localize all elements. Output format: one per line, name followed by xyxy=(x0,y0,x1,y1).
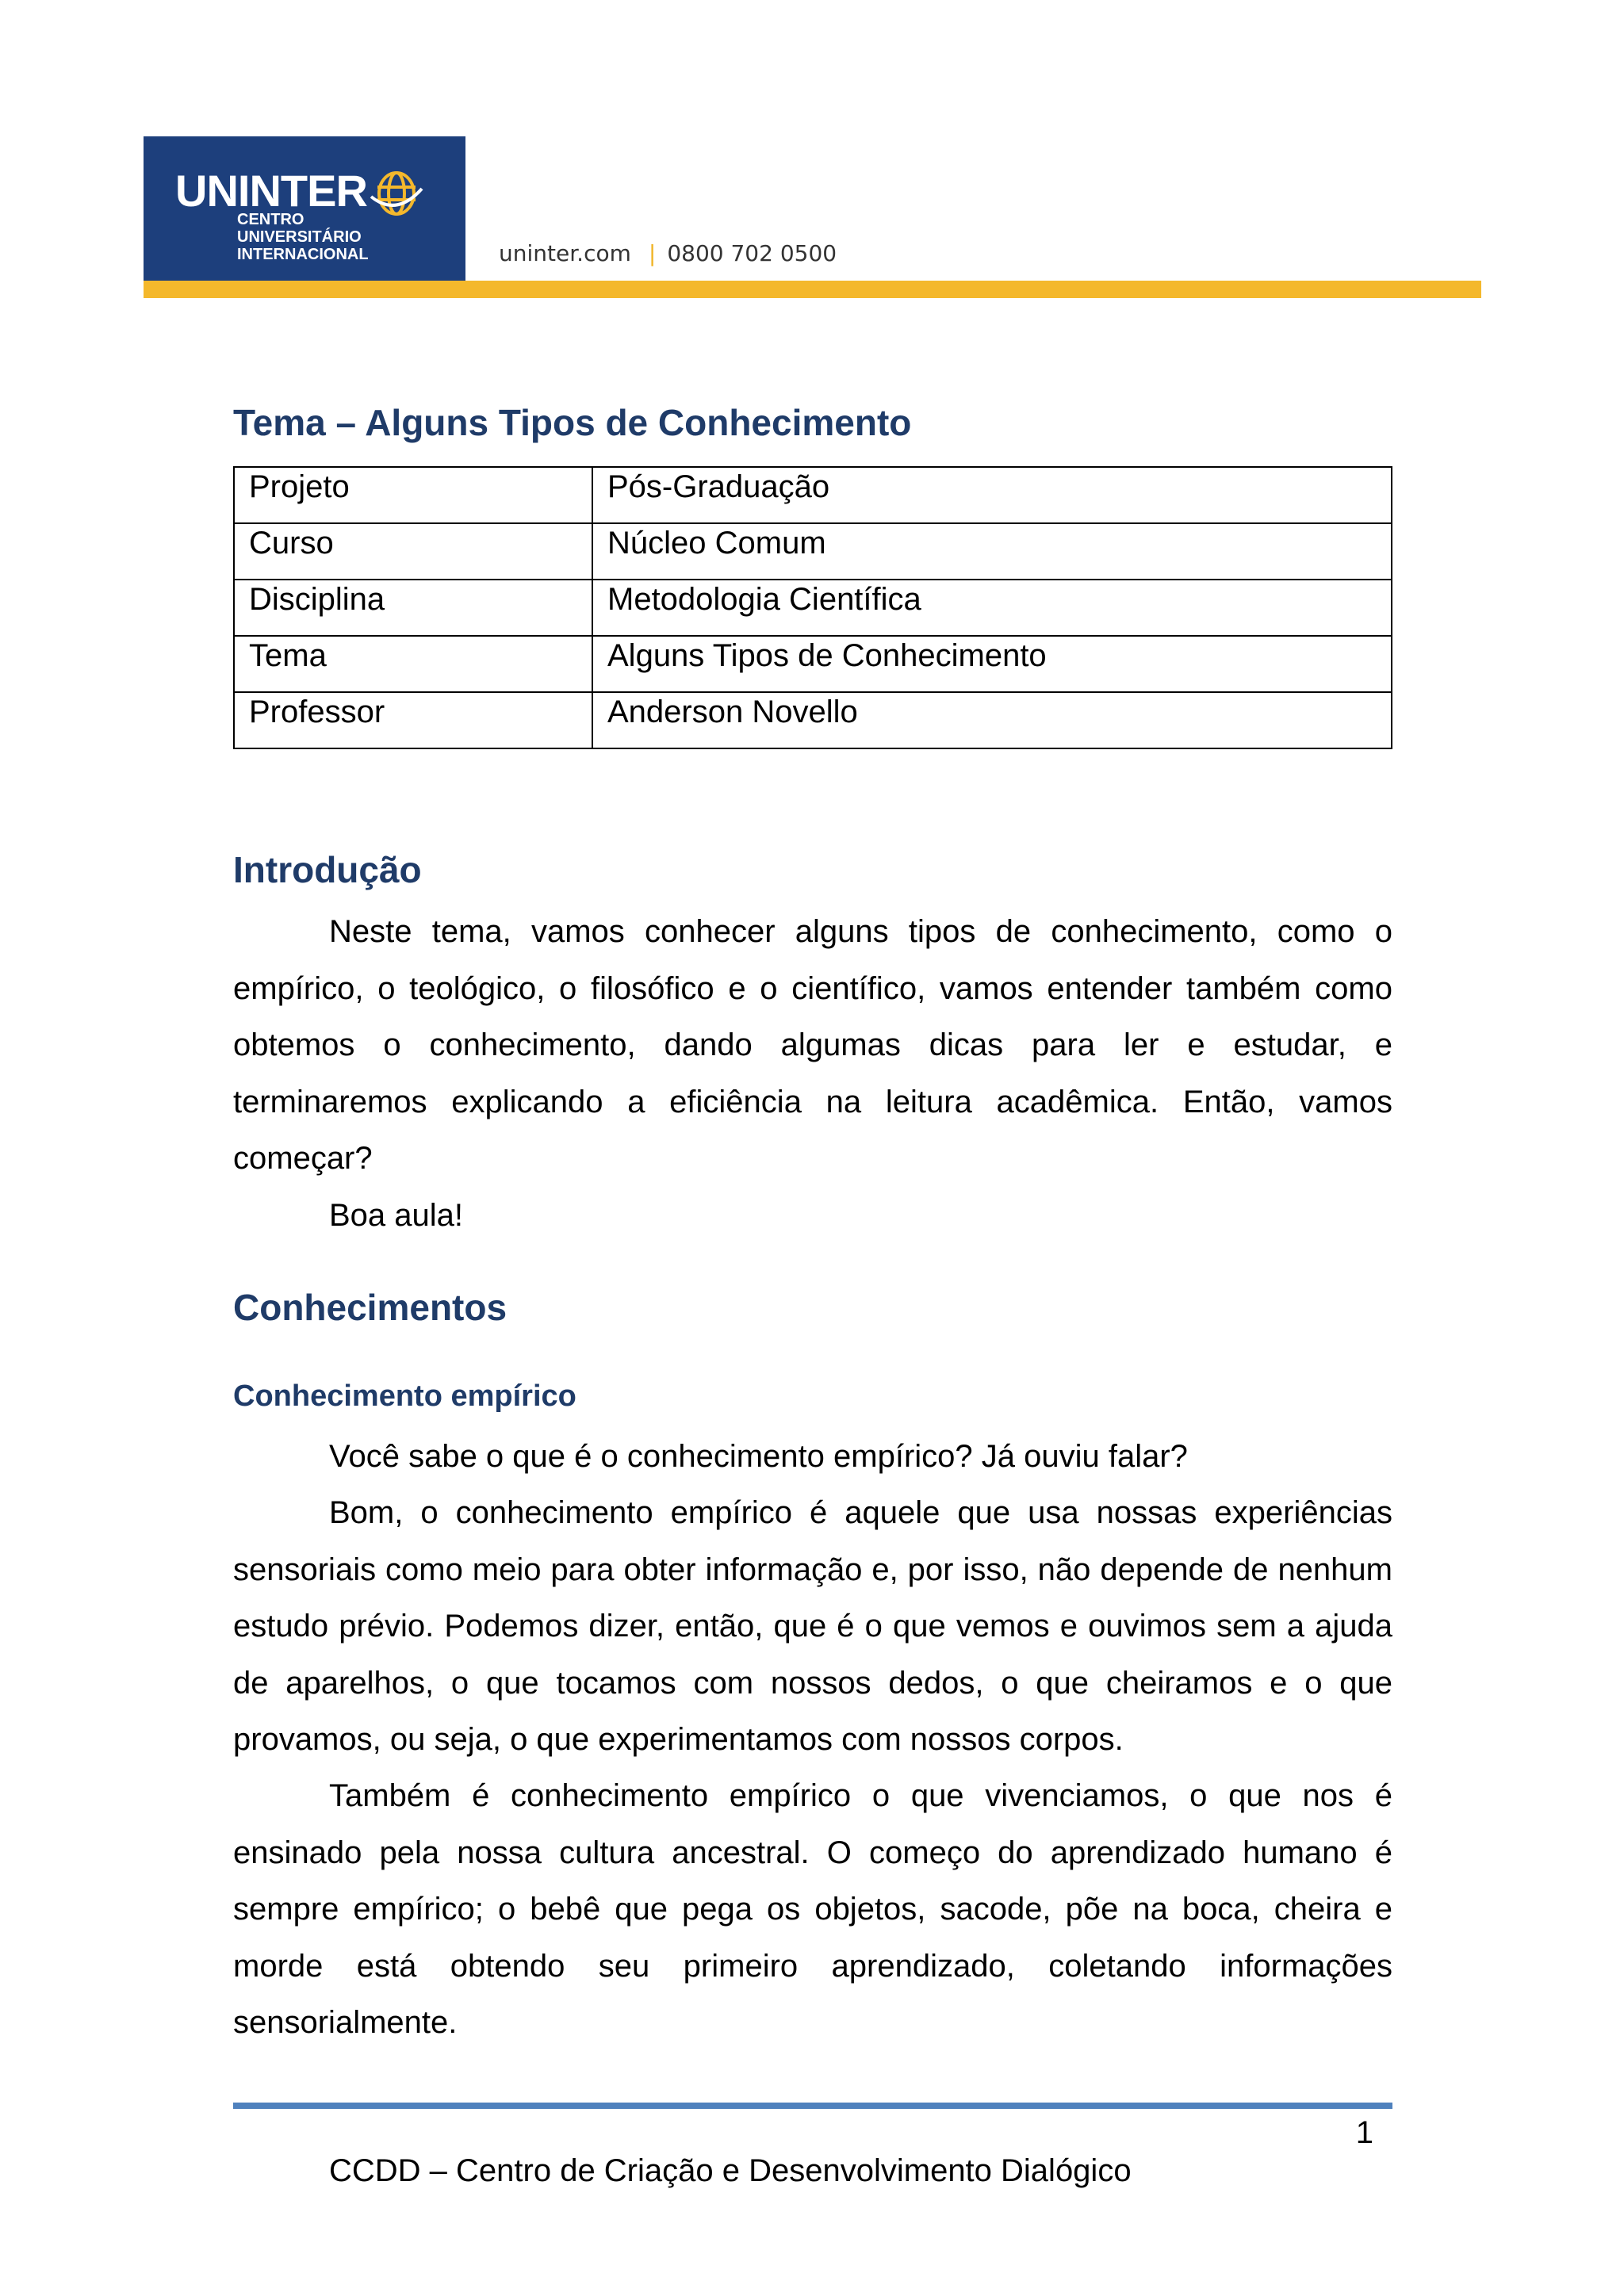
table-label: Tema xyxy=(234,636,592,692)
table-value: Alguns Tipos de Conhecimento xyxy=(592,636,1392,692)
table-row xyxy=(234,636,1392,692)
body-paragraph: Bom, o conhecimento empírico é aquele que usa nossas experiências sensoriais como meio para obter informação e, por isso, não depende de nenhum estudo prévio. Podemos dizer, então, que é o que vemos e ouvimos sem a ajuda de aparelhos, o que tocamos com nossos dedos, o que cheiramos e o que provamos, ou seja, o que experimentamos com nossos corpos. xyxy=(233,1495,1392,1757)
header-contact xyxy=(499,240,837,266)
table-row xyxy=(234,523,1392,580)
table-value: Núcleo Comum xyxy=(592,523,1392,580)
table-label: Curso xyxy=(234,523,592,580)
site-link[interactable]: uninter.com xyxy=(499,240,631,266)
table-label: Projeto xyxy=(234,467,592,523)
table-row xyxy=(234,692,1392,748)
greeting: Boa aula! xyxy=(329,1198,464,1233)
globe-icon xyxy=(368,165,425,222)
section-heading: Conhecimentos xyxy=(233,1287,508,1328)
page-title: Tema – Alguns Tipos de Conhecimento xyxy=(233,402,912,443)
table-row xyxy=(234,580,1392,636)
body-paragraph: Você sabe o que é o conhecimento empírico? Já ouviu falar? xyxy=(329,1439,1188,1474)
table-value: Pós-Graduação xyxy=(592,467,1392,523)
logo-subtitle: CENTRO UNIVERSITÁRIO INTERNACIONAL xyxy=(237,211,369,263)
phone-number: 0800 702 0500 xyxy=(667,240,837,266)
body-paragraph: Também é conhecimento empírico o que vivenciamos, o que nos é ensinado pela nossa cultura ancestral. O começo do aprendizado humano é sempre empírico; o bebê que pega os objetos, sacode, põe na boca, cheira e morde está obtendo seu primeiro aprendizado, coletando informações sensorialmente. xyxy=(233,1778,1392,2040)
page-number: 1 xyxy=(1355,2115,1373,2150)
info-table xyxy=(233,466,1392,749)
table-row xyxy=(234,467,1392,523)
table-label: Disciplina xyxy=(234,580,592,636)
footer-text: CCDD – Centro de Criação e Desenvolvimento Dialógico xyxy=(329,2153,1132,2188)
separator: | xyxy=(648,240,657,266)
table-value: Metodologia Científica xyxy=(592,580,1392,636)
table-value: Anderson Novello xyxy=(592,692,1392,748)
uninter-logo xyxy=(144,136,465,281)
intro-paragraph: Neste tema, vamos conhecer alguns tipos de conhecimento, como o empírico, o teológico, o filosófico e o científico, vamos entender também como obtemos o conhecimento, dando algumas dicas para ler e estudar, e terminaremos explicando a eficiência na leitura acadêmica. Então, vamos começar? xyxy=(233,914,1392,1176)
logo-title: UNINTER xyxy=(175,166,367,216)
table-label: Professor xyxy=(234,692,592,748)
subsection-heading: Conhecimento empírico xyxy=(233,1380,576,1413)
intro-heading: Introdução xyxy=(233,849,422,890)
header-accent-bar xyxy=(144,281,1481,298)
footer-divider xyxy=(233,2103,1392,2109)
